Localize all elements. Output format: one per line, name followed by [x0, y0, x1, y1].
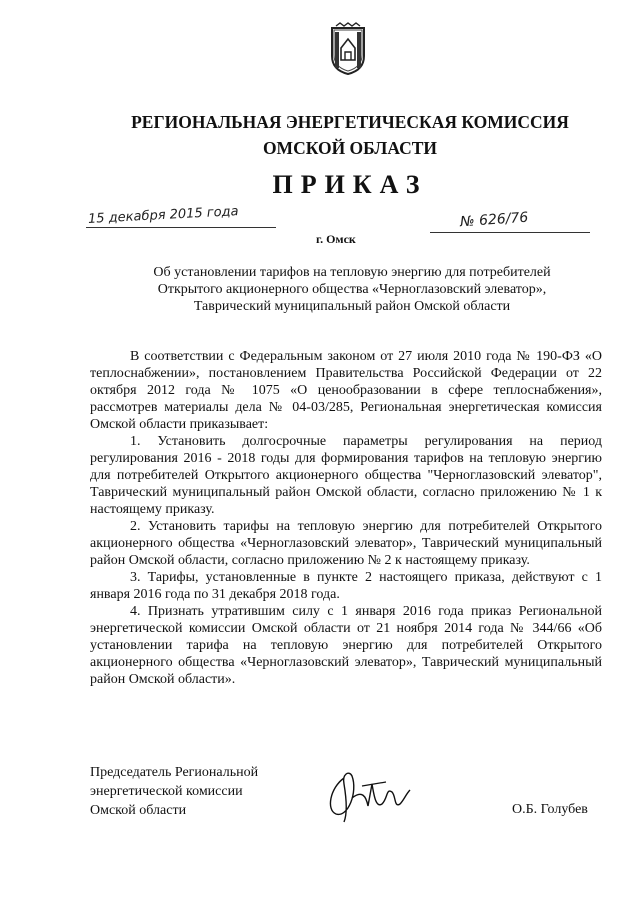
order-subject: [96, 264, 608, 315]
number-underline: [430, 232, 590, 233]
subject-line1: Об установлении тарифов на тепловую энергию для потребителей: [153, 265, 551, 280]
signer-position-line2: энергетической комиссии: [90, 784, 243, 799]
coat-of-arms-icon: [328, 22, 368, 76]
item-2-paragraph: 2. Установить тарифы на тепловую энергию для потребителей Открытого акционерного общества «Черноглазовский элеватор», Таврический муниципальный район Омской области, согласно приложению № 2 к настоящему приказу.: [90, 519, 602, 568]
signer-position: [90, 763, 258, 820]
subject-line3: Таврический муниципальный район Омской области: [193, 299, 511, 314]
organization-name: [60, 109, 640, 161]
signer-position-line1: Председатель Региональной: [90, 765, 259, 780]
handwritten-number: № 626/76: [459, 209, 529, 231]
item-1-paragraph: 1. Установить долгосрочные параметры регулирования на период регулирования 2016 - 2018 годы для формирования тарифов на тепловую энергию для потребителей Открытого акционерного общества "Черноглазовский элеватор", Таврический муниципальный район Омской области, согласно приложению № 1 к настоящему приказу.: [90, 434, 602, 517]
order-body: [90, 348, 602, 688]
signer-name: О.Б. Голубев: [512, 802, 588, 817]
preamble-paragraph: В соответствии с Федеральным законом от 27 июля 2010 года № 190-ФЗ «О теплоснабжении», постановлением Правительства Российской Федерации от 22 октября 2012 года № 1075 «О ценообразовании в сфере теплоснабжения», рассмотрев материалы дела № 04-03/285, Региональная энергетическая комиссия Омской области приказывает:: [90, 349, 602, 432]
organization-name-line2: ОМСКОЙ ОБЛАСТИ: [262, 138, 438, 158]
subject-line2: Открытого акционерного общества «Черноглазовский элеватор»,: [157, 282, 547, 297]
signer-position-line3: Омской области: [90, 803, 187, 818]
item-4-paragraph: 4. Признать утратившим силу с 1 января 2016 года приказ Региональной энергетической комиссии Омской области от 21 ноября 2014 года № 344/66 «Об установлении тарифа на тепловую энергию для потребителей Открытого акционерного общества «Черноглазовский элеватор», Таврический муниципальный район Омской области».: [90, 604, 602, 687]
signature-icon: [322, 768, 418, 826]
handwritten-date: 15 декабря 2015 года: [87, 204, 239, 227]
item-3-paragraph: 3. Тарифы, установленные в пункте 2 настоящего приказа, действуют с 1 января 2016 года по 31 декабря 2018 года.: [90, 570, 602, 602]
city: г. Омск: [316, 232, 356, 246]
date-underline: [86, 227, 276, 228]
organization-name-line1: РЕГИОНАЛЬНАЯ ЭНЕРГЕТИЧЕСКАЯ КОМИССИЯ: [131, 112, 569, 132]
document-type: ПРИКАЗ: [272, 170, 428, 199]
